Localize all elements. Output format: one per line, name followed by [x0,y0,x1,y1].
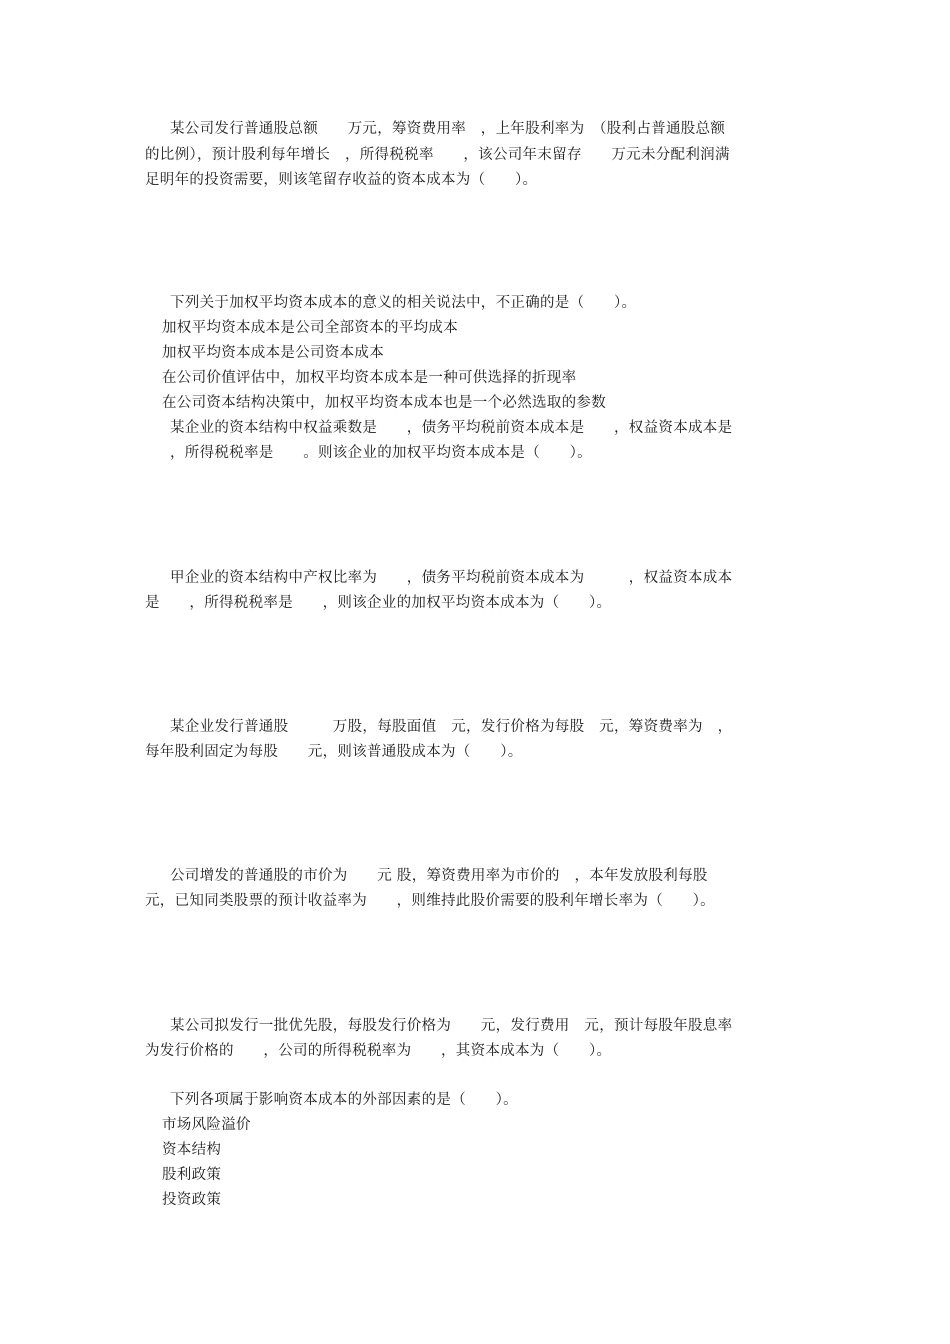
q1-line-1: 某公司发行普通股总额 万元，筹资费用率 ，上年股利率为 （股利占普通股总额 [170,121,726,137]
q1-line-2: 的比例），预计股利每年增长 ，所得税税率 ，该公司年末留存 万元未分配利润满 [145,147,730,163]
q5-line-2: 每年股利固定为每股 元，则该普通股成本为（ ）。 [145,744,523,760]
q6-line-2: 元，已知同类股票的预计收益率为 ，则维持此股价需要的股利年增长率为（ ）。 [145,893,715,909]
q8-option-a: 市场风险溢价 [162,1117,251,1133]
q4-line-1: 甲企业的资本结构中产权比率为 ，债务平均税前资本成本为 ，权益资本成本 [170,570,733,586]
q2-option-c: 在公司价值评估中，加权平均资本成本是一种可供选择的折现率 [162,370,577,386]
q3-line-2: ，所得税税率是 。则该企业的加权平均资本成本是（ ）。 [170,445,592,461]
q5-line-1: 某企业发行普通股 万股，每股面值 元，发行价格为每股 元，筹资费率为 ， [170,719,733,735]
q3-line-1: 某企业的资本结构中权益乘数是 ，债务平均税前资本成本是 ，权益资本成本是 [170,420,733,436]
q2-option-d: 在公司资本结构决策中，加权平均资本成本也是一个必然选取的参数 [162,395,606,411]
q8-stem: 下列各项属于影响资本成本的外部因素的是（ ）。 [170,1092,518,1108]
q2-option-b: 加权平均资本成本是公司资本成本 [162,345,384,361]
q1-line-3: 足明年的投资需要，则该笔留存收益的资本成本为（ ）。 [145,172,538,188]
q8-option-b: 资本结构 [162,1142,222,1158]
q2-option-a: 加权平均资本成本是公司全部资本的平均成本 [162,320,458,336]
q4-line-2: 是 ，所得税税率是 ，则该企业的加权平均资本成本为（ ）。 [145,595,612,611]
q7-line-1: 某公司拟发行一批优先股，每股发行价格为 元，发行费用 元，预计每股年股息率 [170,1018,733,1034]
q8-option-c: 股利政策 [162,1167,222,1183]
q2-stem: 下列关于加权平均资本成本的意义的相关说法中，不正确的是（ ）。 [170,295,637,311]
q8-option-d: 投资政策 [162,1192,222,1208]
q6-line-1: 公司增发的普通股的市价为 元 股，筹资费用率为市价的 ，本年发放股利每股 [170,868,708,884]
q7-line-2: 为发行价格的 ，公司的所得税税率为 ，其资本成本为（ ）。 [145,1043,612,1059]
